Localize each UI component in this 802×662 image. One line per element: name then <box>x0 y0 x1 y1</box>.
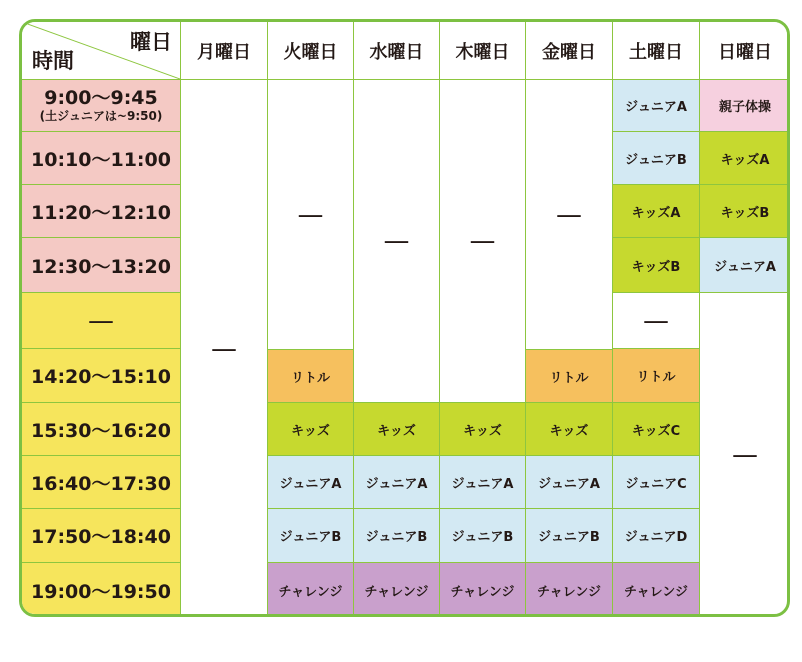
saturday-slot-1: ジュニアA <box>613 80 700 132</box>
wednesday-morning-none: — <box>354 80 440 403</box>
sunday-slot-1: 親子体操 <box>700 80 790 132</box>
time-slot-9: 17:50〜18:40 <box>22 509 181 563</box>
time-slot-4: 12:30〜13:20 <box>22 238 181 293</box>
wednesday-junior-a: ジュニアA <box>354 456 440 509</box>
header-wednesday: 水曜日 <box>354 22 440 80</box>
friday-kids: キッズ <box>526 403 613 456</box>
time-slot-3: 11:20〜12:10 <box>22 185 181 238</box>
header-friday: 金曜日 <box>526 22 613 80</box>
thursday-kids: キッズ <box>440 403 526 456</box>
sunday-slot-3: キッズB <box>700 185 790 238</box>
day-axis-label: 曜日 <box>130 30 172 54</box>
friday-junior-b: ジュニアB <box>526 509 613 563</box>
header-tuesday: 火曜日 <box>268 22 354 80</box>
saturday-slot-6: リトル <box>613 349 700 403</box>
saturday-break: — <box>613 293 700 349</box>
sunday-slot-2: キッズA <box>700 132 790 185</box>
wednesday-junior-b: ジュニアB <box>354 509 440 563</box>
time-slot-break: — <box>22 293 181 349</box>
time-axis-label: 時間 <box>32 49 74 73</box>
saturday-slot-9: ジュニアD <box>613 509 700 563</box>
corner-header <box>22 22 181 80</box>
saturday-slot-7: キッズC <box>613 403 700 456</box>
tuesday-morning-none: — <box>268 80 354 349</box>
time-slot-main: 9:00〜9:45 <box>44 86 158 109</box>
tuesday-kids: キッズ <box>268 403 354 456</box>
thursday-challenge: チャレンジ <box>440 563 526 617</box>
time-slot-6: 14:20〜15:10 <box>22 349 181 403</box>
friday-little: リトル <box>526 349 613 403</box>
time-slot-8: 16:40〜17:30 <box>22 456 181 509</box>
sunday-slot-4: ジュニアA <box>700 238 790 293</box>
time-slot-note: (土ジュニアは~9:50) <box>39 108 163 123</box>
tuesday-junior-b: ジュニアB <box>268 509 354 563</box>
saturday-slot-8: ジュニアC <box>613 456 700 509</box>
tuesday-junior-a: ジュニアA <box>268 456 354 509</box>
thursday-junior-a: ジュニアA <box>440 456 526 509</box>
thursday-morning-none: — <box>440 80 526 403</box>
saturday-slot-2: ジュニアB <box>613 132 700 185</box>
friday-challenge: チャレンジ <box>526 563 613 617</box>
time-slot-1 <box>22 80 181 132</box>
saturday-slot-4: キッズB <box>613 238 700 293</box>
saturday-slot-3: キッズA <box>613 185 700 238</box>
friday-morning-none: — <box>526 80 613 349</box>
header-monday: 月曜日 <box>181 22 268 80</box>
header-sunday: 日曜日 <box>700 22 790 80</box>
tuesday-little: リトル <box>268 349 354 403</box>
saturday-slot-10: チャレンジ <box>613 563 700 617</box>
time-slot-7: 15:30〜16:20 <box>22 403 181 456</box>
friday-junior-a: ジュニアA <box>526 456 613 509</box>
thursday-junior-b: ジュニアB <box>440 509 526 563</box>
monday-none: — <box>181 80 268 617</box>
time-slot-2: 10:10〜11:00 <box>22 132 181 185</box>
sunday-afternoon-none: — <box>732 440 758 470</box>
wednesday-kids: キッズ <box>354 403 440 456</box>
header-thursday: 木曜日 <box>440 22 526 80</box>
tuesday-challenge: チャレンジ <box>268 563 354 617</box>
time-slot-10: 19:00〜19:50 <box>22 563 181 617</box>
header-saturday: 土曜日 <box>613 22 700 80</box>
schedule-table <box>19 19 790 617</box>
wednesday-challenge: チャレンジ <box>354 563 440 617</box>
